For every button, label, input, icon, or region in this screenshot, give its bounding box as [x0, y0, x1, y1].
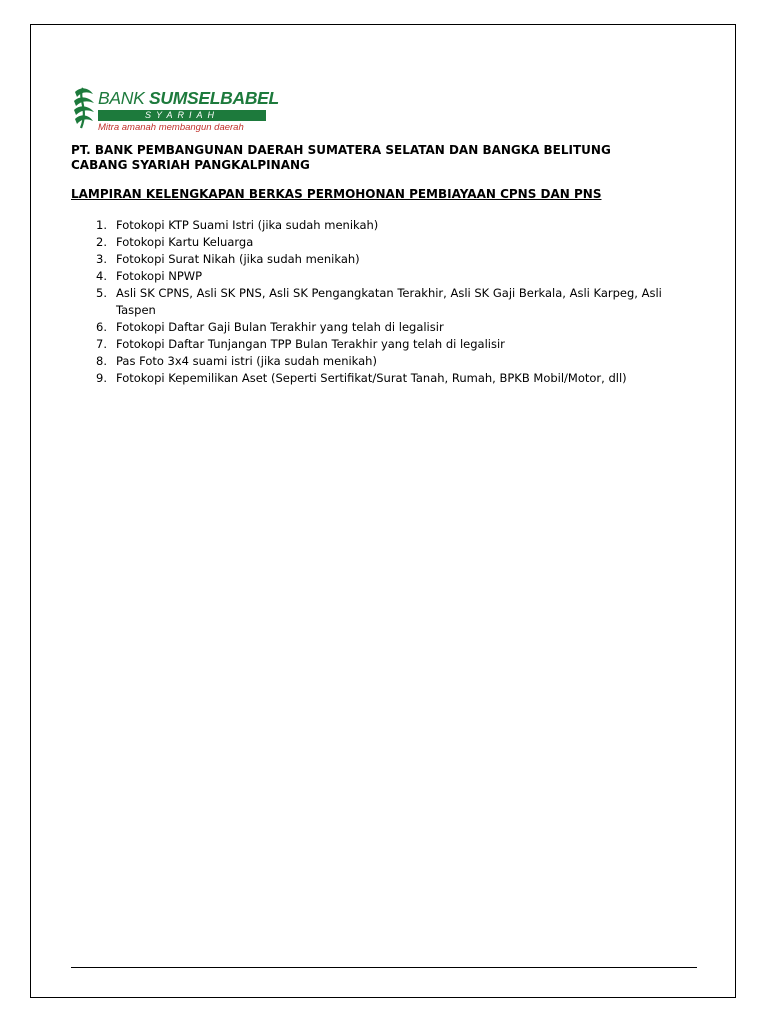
list-item-number: 4.: [96, 269, 107, 283]
list-item: [71, 268, 701, 285]
company-name: PT. BANK PEMBANGUNAN DAERAH SUMATERA SELATAN DAN BANGKA BELITUNG: [71, 143, 611, 157]
list-item-text: Asli SK CPNS, Asli SK PNS, Asli SK Pengangkatan Terakhir, Asli SK Gaji Berkala, Asli Karpeg, Asli Taspen: [116, 286, 662, 317]
list-item-number: 2.: [96, 235, 107, 249]
list-item: [71, 285, 701, 319]
logo-syariah-band: SYARIAH: [98, 110, 266, 121]
list-item: [71, 217, 701, 234]
list-item: [71, 319, 701, 336]
company-heading: [71, 143, 611, 173]
list-item-number: 6.: [96, 320, 107, 334]
list-item-text: Fotokopi Surat Nikah (jika sudah menikah): [116, 252, 360, 266]
list-item-number: 5.: [96, 286, 107, 300]
list-item: [71, 234, 701, 251]
document-title: LAMPIRAN KELENGKAPAN BERKAS PERMOHONAN PEMBIAYAAN CPNS DAN PNS: [71, 187, 602, 201]
list-item: [71, 336, 701, 353]
document-page: [30, 24, 736, 998]
logo-brand-word: SUMSELBABEL: [149, 88, 279, 108]
branch-name: CABANG SYARIAH PANGKALPINANG: [71, 158, 310, 172]
requirements-list: [71, 217, 701, 387]
list-item-text: Fotokopi KTP Suami Istri (jika sudah menikah): [116, 218, 379, 232]
list-item-text: Fotokopi Kartu Keluarga: [116, 235, 254, 249]
list-item-text: Fotokopi Daftar Tunjangan TPP Bulan Terakhir yang telah di legalisir: [116, 337, 505, 351]
bank-logo: [71, 84, 279, 134]
list-item-text: Fotokopi Daftar Gaji Bulan Terakhir yang telah di legalisir: [116, 320, 444, 334]
list-item-number: 1.: [96, 218, 107, 232]
logo-wordmark: [98, 88, 279, 108]
list-item: [71, 251, 701, 268]
list-item-number: 9.: [96, 371, 107, 385]
list-item-number: 3.: [96, 252, 107, 266]
list-item: [71, 353, 701, 370]
bank-leaf-icon: [71, 86, 97, 130]
logo-tagline: Mitra amanah membangun daerah: [98, 122, 244, 133]
list-item-number: 8.: [96, 354, 107, 368]
list-item-text: Fotokopi Kepemilikan Aset (Seperti Sertifikat/Surat Tanah, Rumah, BPKB Mobil/Motor, dll): [116, 371, 627, 385]
footer-divider: [71, 967, 697, 968]
list-item-text: Pas Foto 3x4 suami istri (jika sudah menikah): [116, 354, 377, 368]
logo-bank-word: BANK: [98, 88, 150, 108]
list-item-text: Fotokopi NPWP: [116, 269, 203, 283]
list-item-number: 7.: [96, 337, 107, 351]
list-item: [71, 370, 701, 387]
